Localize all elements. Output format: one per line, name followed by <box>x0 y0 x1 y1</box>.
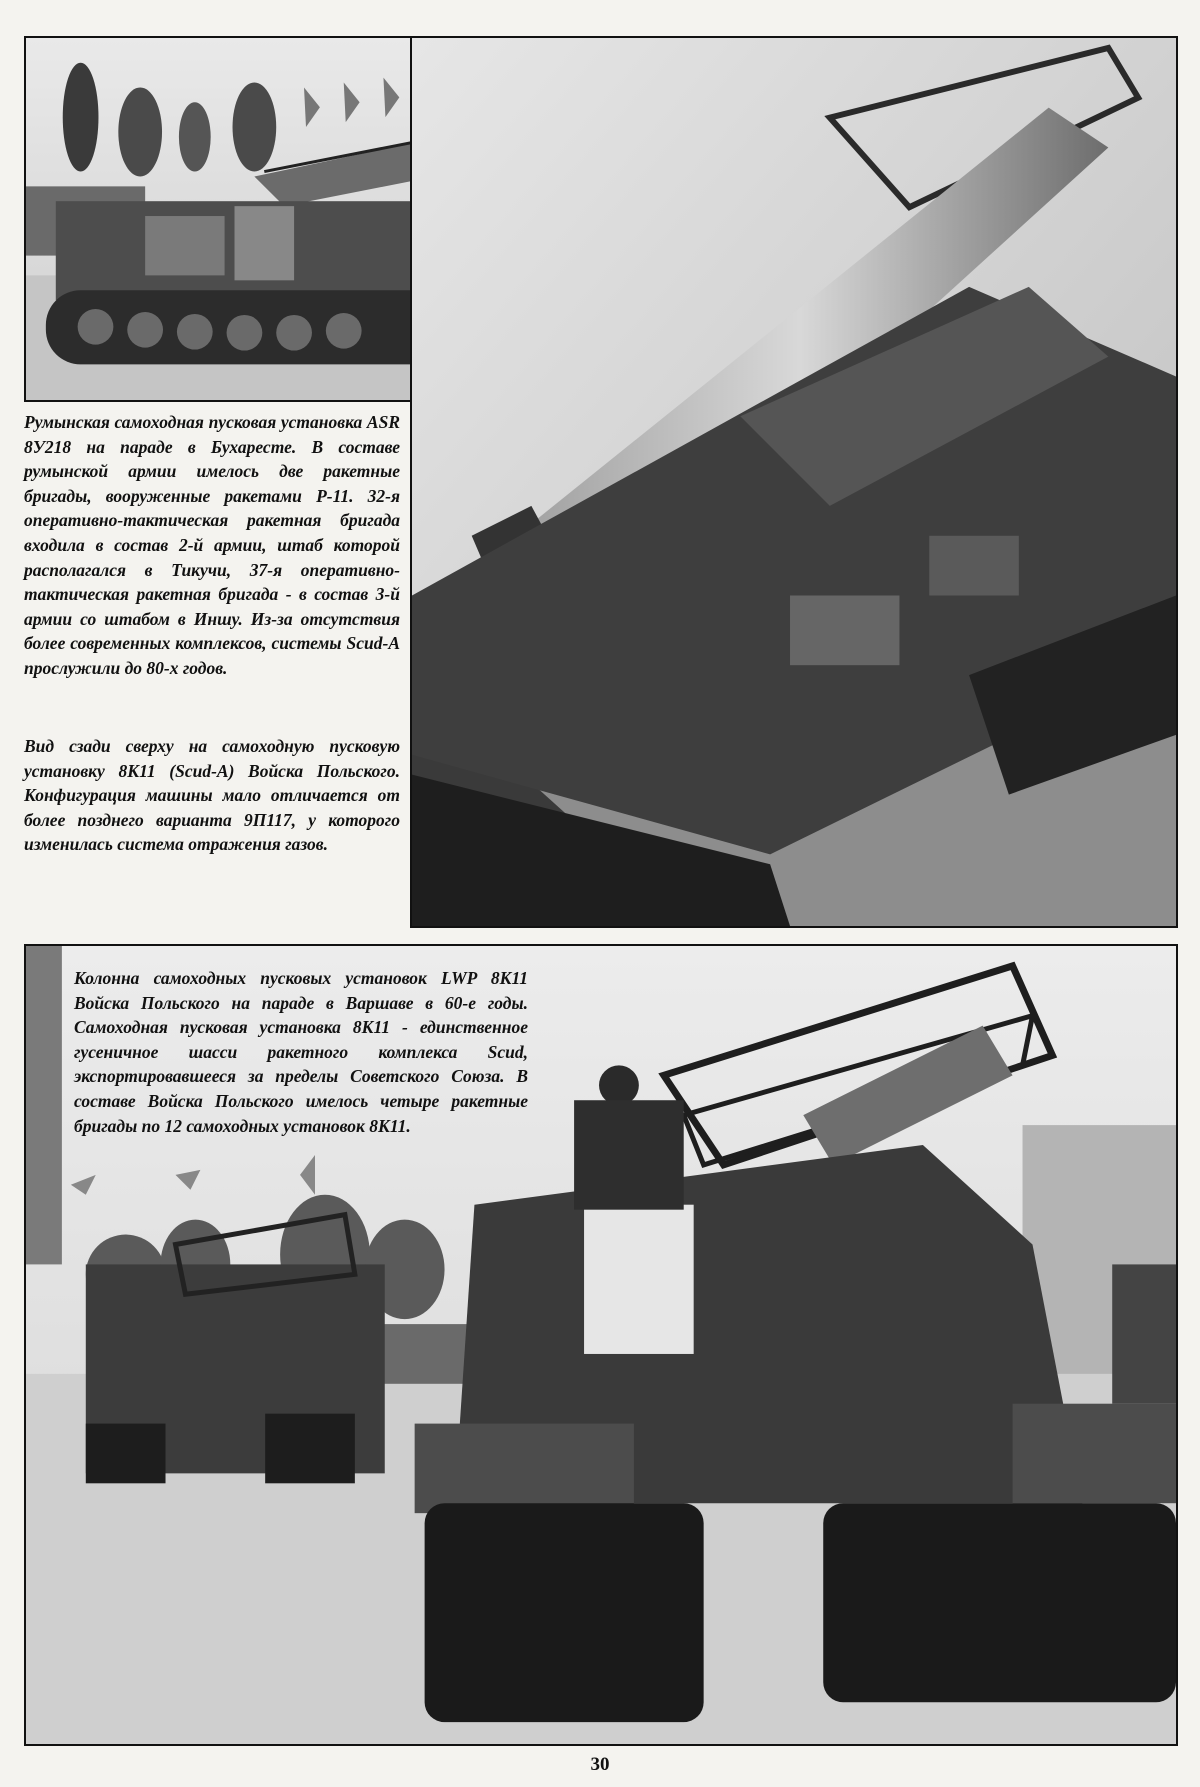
caption-rear-view: Вид сзади сверху на самоходную пусковую установку 8К11 (Scud-A) Войска Польского. Конфигурация машины мало отличается от более позднего варианта 9П117, у которого изменилась система отражения газов. <box>24 736 400 855</box>
photo-rear-top-view-launcher <box>410 36 1178 928</box>
caption-warsaw-column: Колонна самоходных пусковых установок LWP 8К11 Войска Польского на параде в Варшаве в 60-е годы. Самоходная пусковая установка 8К11 - единственное гусеничное шасси ракетного комплекса Scud, экспортировавшееся за пределы Советского Союза. В составе Войска Польского имелось четыре ракетные бригады по 12 самоходных установок 8К11. <box>74 968 528 1136</box>
caption-romanian-launcher: Румынская самоходная пусковая установка ASR 8У218 на параде в Бухаресте. В составе румынской армии имелось две ракетные бригады, вооруженные ракетами Р-11. 32-я оперативно-тактическая ракетная бригада входила в состав 2-й армии, штаб которой располагался в Тикучи, 37-я оперативно-тактическая ракетная бригада - в состав 3-й армии со штабом в Иншу. Из-за отсутствия более современных комплексов, системы Scud-A прослужили до 80-х годов. <box>24 412 400 678</box>
page-number: 30 <box>590 1754 610 1775</box>
